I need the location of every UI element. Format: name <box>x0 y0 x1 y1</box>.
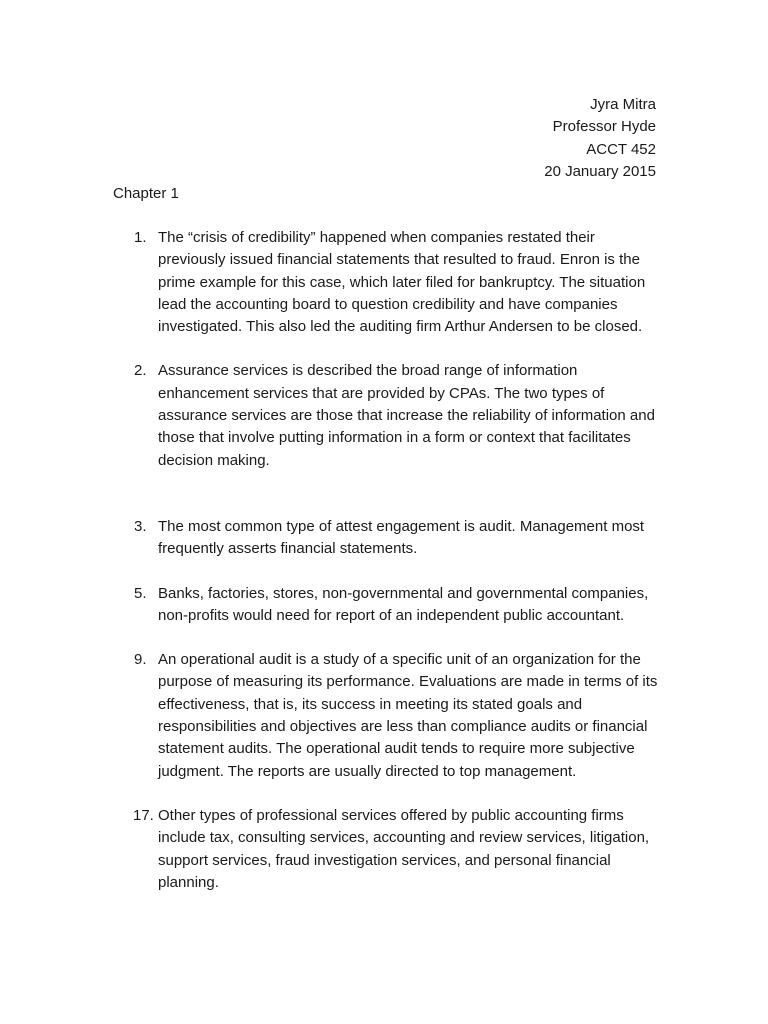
answer-item-5 <box>113 583 658 628</box>
answer-text: An operational audit is a study of a specific unit of an organization for the purpose of measuring its performance. Evaluations are made in terms of its effectiveness, that is, its success in meeting its stated goals and responsibilities and objectives are less than compliance audits or financial statement audits. The operational audit tends to require more subjective judgment. The reports are usually directed to top management. <box>158 651 658 780</box>
answer-number: 2. <box>134 362 147 380</box>
answer-item-1 <box>113 227 658 338</box>
answer-item-3 <box>113 516 658 561</box>
answer-item-9 <box>113 649 658 783</box>
answer-text: The “crisis of credibility” happened when companies restated their previously issued financial statements that resulted to fraud. Enron is the prime example for this case, which later filed for bankruptcy. The situation lead the accounting board to question credibility and have companies investigated. This also led the auditing firm Arthur Andersen to be closed. <box>158 229 646 336</box>
answer-item-17 <box>113 805 658 894</box>
professor-name: Professor Hyde <box>552 118 656 136</box>
answer-number: 17. <box>133 806 154 824</box>
answer-text: Banks, factories, stores, non-governmental and governmental companies, non-profits would need for report of an independent public accountant. <box>158 584 649 624</box>
answer-item-2 <box>113 360 658 471</box>
answer-list <box>113 227 658 894</box>
course-code: ACCT 452 <box>586 140 656 158</box>
student-name: Jyra Mitra <box>590 96 656 113</box>
answer-number: 9. <box>134 651 147 669</box>
answer-number: 5. <box>134 584 147 602</box>
chapter-title: Chapter 1 <box>113 185 179 202</box>
answer-number: 3. <box>134 517 147 535</box>
date: 20 January 2015 <box>544 162 656 180</box>
student-header <box>544 94 656 183</box>
answer-number: 1. <box>134 229 147 246</box>
answer-text: The most common type of attest engagement is audit. Management most frequently asserts financial statements. <box>158 517 645 558</box>
answer-text: Other types of professional services offered by public accounting firms include tax, consulting services, accounting and review services, litigation, support services, fraud investigation services, and personal financial planning. <box>158 806 650 891</box>
answer-text: Assurance services is described the broad range of information enhancement services that are provided by CPAs. The two types of assurance services are those that increase the reliability of information and those that involve putting information in a form or context that facilitates decision making. <box>158 362 655 469</box>
